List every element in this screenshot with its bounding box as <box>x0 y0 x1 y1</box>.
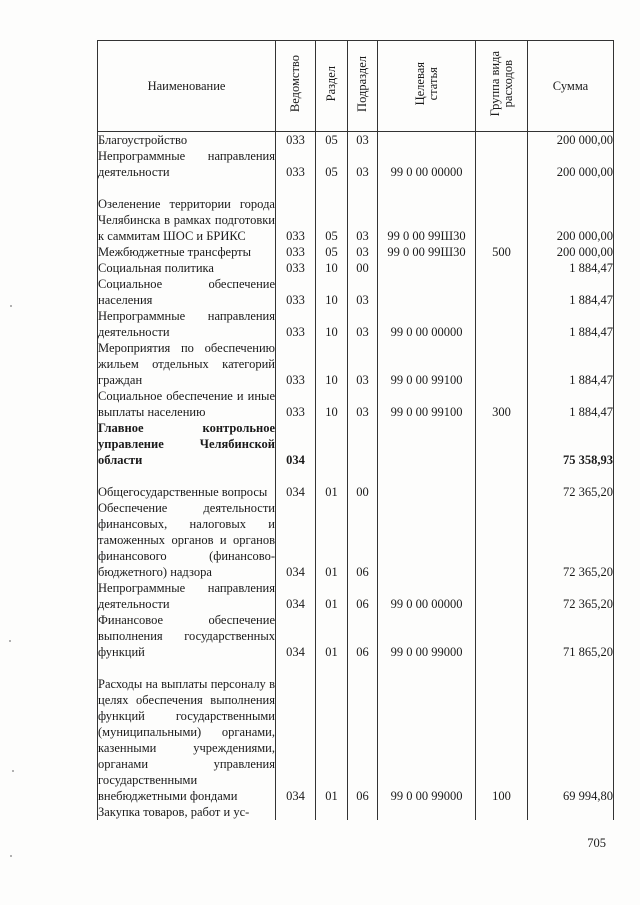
cell-target <box>378 804 476 820</box>
cell-group <box>476 500 528 580</box>
scan-speck <box>12 770 14 772</box>
cell-razdel: 10 <box>316 388 348 420</box>
cell-sum: 200 000,00 <box>528 132 614 149</box>
header-razdel-label: Раздел <box>324 66 338 102</box>
cell-target <box>378 468 476 500</box>
header-name: Наименование <box>98 41 276 132</box>
cell-sum: 1 884,47 <box>528 260 614 276</box>
table-row <box>98 660 614 804</box>
cell-target <box>378 500 476 580</box>
cell-podrazdel: 00 <box>348 260 378 276</box>
cell-sum: 200 000,00 <box>528 148 614 180</box>
cell-ved: 034 <box>276 660 316 804</box>
table-row <box>98 580 614 612</box>
cell-razdel <box>316 420 348 468</box>
page-number: 705 <box>587 836 606 850</box>
cell-ved: 033 <box>276 276 316 308</box>
header-podrazdel <box>348 41 378 132</box>
cell-ved: 034 <box>276 500 316 580</box>
cell-razdel: 10 <box>316 308 348 340</box>
cell-name: Закупка товаров, работ и ус- <box>98 804 276 820</box>
table-row <box>98 340 614 388</box>
header-target-label: Целевая статья <box>412 62 440 106</box>
cell-target <box>378 132 476 149</box>
cell-ved: 033 <box>276 388 316 420</box>
cell-name: Главное контрольное управление Челябинской области <box>98 421 275 467</box>
cell-target: 99 0 00 99Ш30 <box>378 180 476 244</box>
cell-podrazdel: 03 <box>348 148 378 180</box>
scan-speck <box>9 640 11 642</box>
cell-sum: 71 865,20 <box>528 612 614 660</box>
cell-name: Расходы на выплаты персоналу в целях обеспечения выполнения функций государственными (муниципальными) органами, казенными учреждениями, органами управления государственными внебюджетными фондами <box>98 660 276 804</box>
cell-ved: 033 <box>276 260 316 276</box>
cell-sum: 72 365,20 <box>528 500 614 580</box>
cell-sum: 1 884,47 <box>528 276 614 308</box>
cell-sum: 72 365,20 <box>528 580 614 612</box>
cell-target: 99 0 00 99000 <box>378 612 476 660</box>
cell-razdel: 10 <box>316 260 348 276</box>
table-row <box>98 132 614 149</box>
cell-group <box>476 340 528 388</box>
cell-target <box>378 276 476 308</box>
cell-name: Социальное обеспечение населения <box>98 277 275 307</box>
cell-target: 99 0 00 99100 <box>378 388 476 420</box>
header-ved <box>276 41 316 132</box>
table-row <box>98 148 614 180</box>
cell-target: 99 0 00 00000 <box>378 308 476 340</box>
cell-target: 99 0 00 99000 <box>378 660 476 804</box>
cell-group: 100 <box>476 660 528 804</box>
cell-ved: 033 <box>276 244 316 260</box>
cell-sum: 1 884,47 <box>528 388 614 420</box>
header-sum: Сумма <box>528 41 614 132</box>
cell-name: Финансовое обеспечение выполнения государственных функций <box>98 613 275 659</box>
cell-group <box>476 612 528 660</box>
table-header-row <box>98 41 614 132</box>
cell-ved: 033 <box>276 148 316 180</box>
cell-podrazdel: 06 <box>348 580 378 612</box>
cell-group <box>476 468 528 500</box>
cell-podrazdel <box>348 420 378 468</box>
cell-target: 99 0 00 99Ш30 <box>378 244 476 260</box>
cell-ved: 033 <box>276 308 316 340</box>
budget-table <box>97 40 614 820</box>
cell-razdel: 05 <box>316 148 348 180</box>
cell-sum: 75 358,93 <box>528 420 614 468</box>
header-ved-label: Ведомство <box>288 55 302 113</box>
cell-group: 500 <box>476 244 528 260</box>
cell-name: Социальное обеспечение и иные выплаты населению <box>98 389 275 419</box>
table-row <box>98 276 614 308</box>
cell-ved: 033 <box>276 180 316 244</box>
cell-name: Межбюджетные трансферты <box>98 244 276 260</box>
cell-razdel: 01 <box>316 612 348 660</box>
cell-target: 99 0 00 99100 <box>378 340 476 388</box>
scan-speck <box>10 305 12 307</box>
cell-podrazdel: 03 <box>348 132 378 149</box>
cell-sum: 200 000,00 <box>528 244 614 260</box>
cell-target: 99 0 00 00000 <box>378 580 476 612</box>
cell-name: Обеспечение деятельности финансовых, налоговых и таможенных органов и органов финансового (финансово-бюджетного) надзора <box>98 501 275 579</box>
cell-group <box>476 276 528 308</box>
cell-ved <box>276 804 316 820</box>
cell-target <box>378 260 476 276</box>
cell-target: 99 0 00 00000 <box>378 148 476 180</box>
cell-razdel: 05 <box>316 132 348 149</box>
scan-speck <box>10 855 12 857</box>
cell-razdel: 01 <box>316 500 348 580</box>
cell-group <box>476 308 528 340</box>
cell-sum: 69 994,80 <box>528 660 614 804</box>
cell-podrazdel: 03 <box>348 276 378 308</box>
cell-podrazdel: 03 <box>348 244 378 260</box>
cell-sum: 1 884,47 <box>528 308 614 340</box>
cell-group <box>476 148 528 180</box>
cell-name: Мероприятия по обеспечению жильем отдельных категорий граждан <box>98 341 275 387</box>
cell-podrazdel: 03 <box>348 180 378 244</box>
table-row <box>98 500 614 580</box>
table-body <box>98 132 614 821</box>
header-group <box>476 41 528 132</box>
cell-name: Озеленение территории города Челябинска в рамках подготовки к саммитам ШОС и БРИКС <box>98 180 276 244</box>
cell-group <box>476 580 528 612</box>
cell-group: 300 <box>476 388 528 420</box>
cell-ved: 034 <box>276 580 316 612</box>
cell-ved: 033 <box>276 340 316 388</box>
cell-razdel: 10 <box>316 276 348 308</box>
table-row <box>98 260 614 276</box>
cell-sum: 200 000,00 <box>528 180 614 244</box>
cell-group <box>476 180 528 244</box>
cell-name: Благоустройство <box>98 132 276 149</box>
header-podrazdel-label: Подраздел <box>355 56 369 112</box>
cell-sum: 1 884,47 <box>528 340 614 388</box>
cell-group <box>476 132 528 149</box>
cell-name: Непрограммные направления деятельности <box>98 149 275 179</box>
cell-ved: 034 <box>276 420 316 468</box>
cell-name: Общегосударственные вопросы <box>98 468 276 500</box>
cell-podrazdel: 06 <box>348 500 378 580</box>
table-row <box>98 468 614 500</box>
cell-group <box>476 420 528 468</box>
cell-name: Непрограммные направления деятельности <box>98 581 275 611</box>
cell-podrazdel: 00 <box>348 468 378 500</box>
table-row <box>98 180 614 244</box>
cell-razdel: 05 <box>316 244 348 260</box>
cell-razdel: 05 <box>316 180 348 244</box>
cell-ved: 033 <box>276 132 316 149</box>
cell-sum: 72 365,20 <box>528 468 614 500</box>
table-row <box>98 388 614 420</box>
cell-name: Непрограммные направления деятельности <box>98 309 275 339</box>
cell-podrazdel: 03 <box>348 388 378 420</box>
cell-podrazdel: 06 <box>348 612 378 660</box>
cell-ved: 034 <box>276 468 316 500</box>
header-target <box>378 41 476 132</box>
cell-group <box>476 804 528 820</box>
cell-razdel: 01 <box>316 660 348 804</box>
table-row <box>98 308 614 340</box>
cell-podrazdel: 03 <box>348 340 378 388</box>
cell-razdel <box>316 804 348 820</box>
table-row <box>98 612 614 660</box>
cell-ved: 034 <box>276 612 316 660</box>
cell-name: Социальная политика <box>98 260 276 276</box>
cell-razdel: 01 <box>316 580 348 612</box>
header-group-label: Группа вида расходов <box>487 51 515 117</box>
cell-podrazdel: 06 <box>348 660 378 804</box>
cell-sum <box>528 804 614 820</box>
cell-podrazdel: 03 <box>348 308 378 340</box>
table-row <box>98 420 614 468</box>
table-row <box>98 804 614 820</box>
cell-group <box>476 260 528 276</box>
table-row <box>98 244 614 260</box>
cell-podrazdel <box>348 804 378 820</box>
cell-razdel: 10 <box>316 340 348 388</box>
header-razdel <box>316 41 348 132</box>
cell-razdel: 01 <box>316 468 348 500</box>
cell-target <box>378 420 476 468</box>
